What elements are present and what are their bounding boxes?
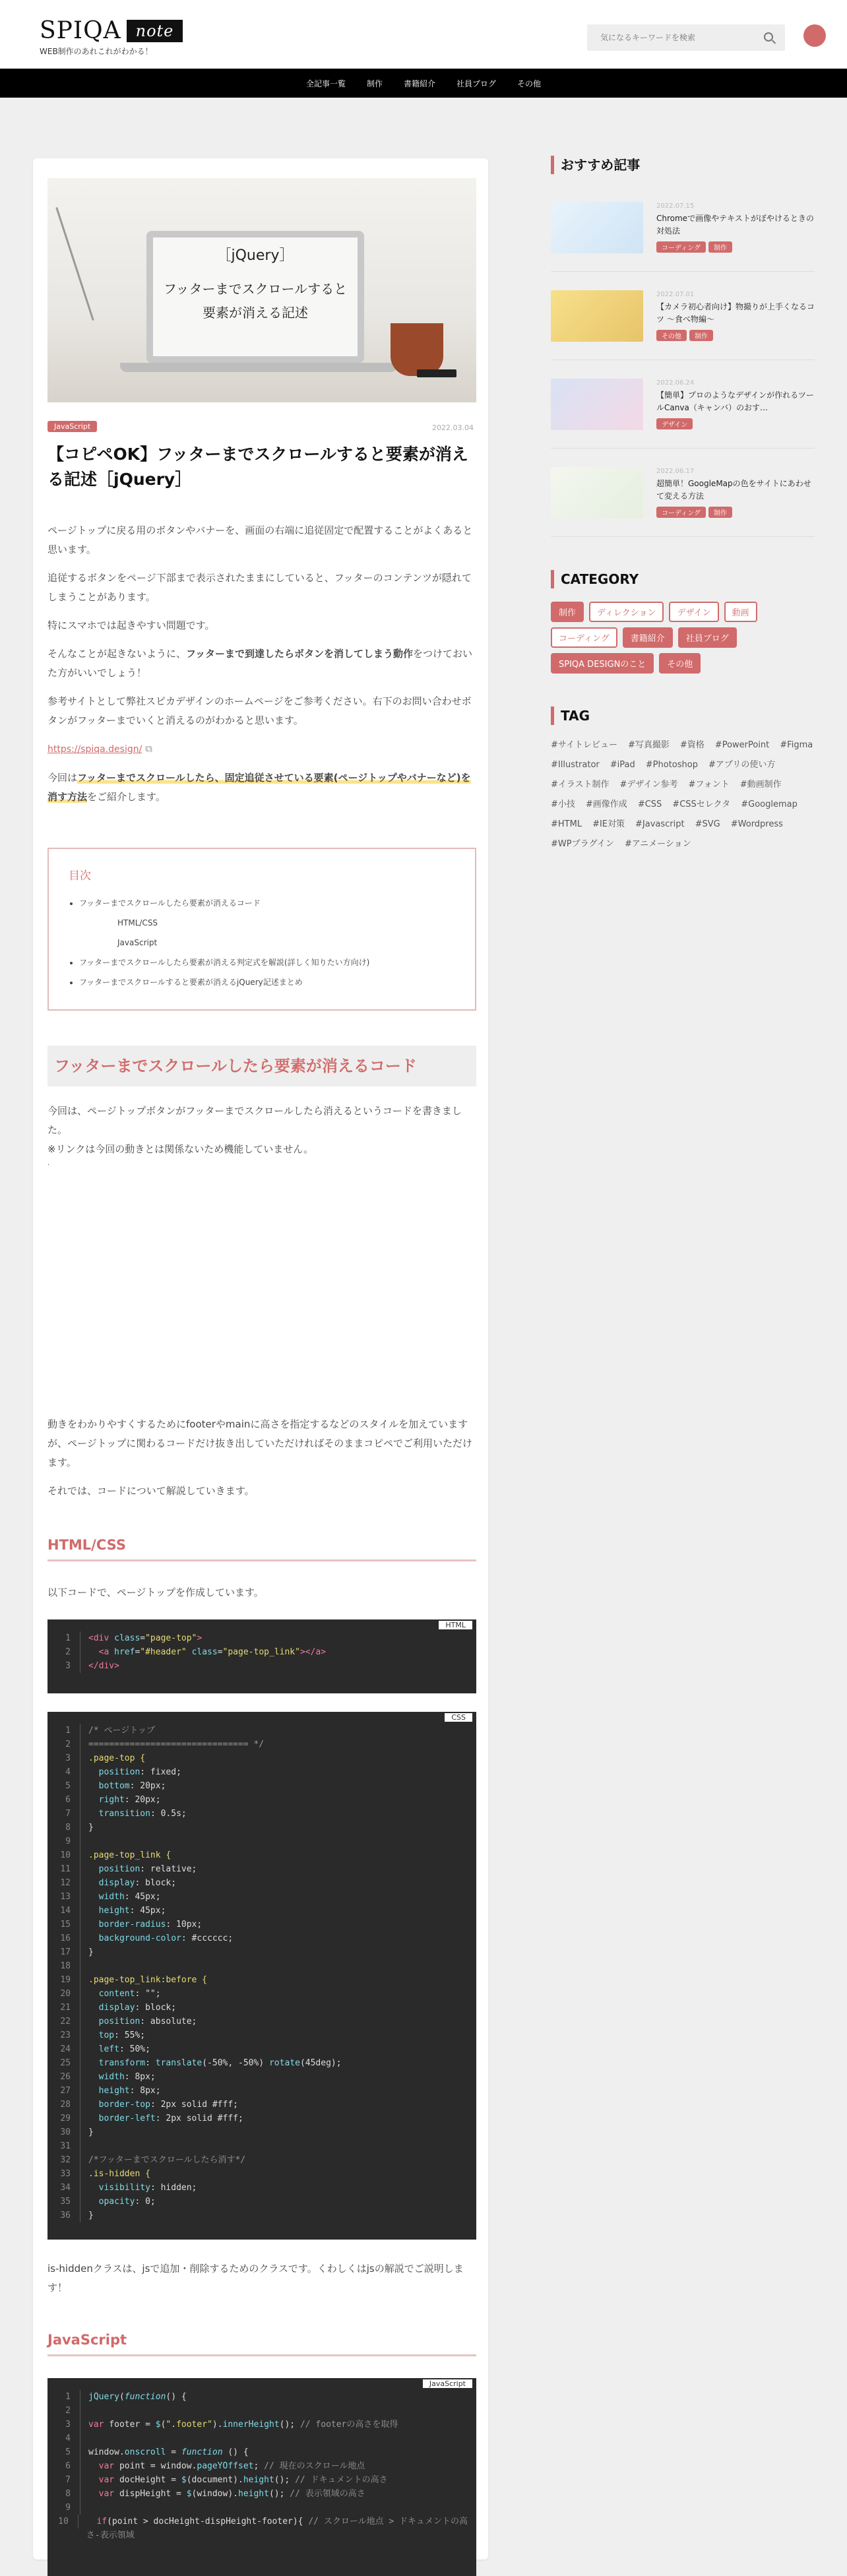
text: そんなことが起きないように、 [47, 648, 187, 660]
tag-link[interactable]: #Figma [780, 740, 813, 750]
sidebar-heading-tag: TAG [551, 707, 815, 725]
section-body-2 [47, 1415, 476, 1501]
hero-caption-2b: 要素が消える記述 [203, 305, 308, 321]
tag-link[interactable]: #アプリの使い方 [708, 760, 776, 770]
recommended-date: 2022.06.24 [656, 379, 695, 387]
hero-caption-1: ［jQuery］ [216, 247, 294, 264]
tag-link[interactable]: #サイトレビュー [551, 740, 617, 750]
toc-subitem[interactable] [79, 933, 455, 953]
text: をつけておいた方がいいでしょう！ [47, 648, 472, 679]
logo-text: SPIQA [40, 17, 121, 44]
site-header [0, 0, 847, 69]
code-lang-label: CSS [445, 1713, 472, 1722]
paragraph: 参考サイトとして弊社スピカデザインのホームページをご参考ください。右下のお問い合わせボタンがフッターまでいくと消えるのがわかると思います。 [47, 695, 472, 726]
paragraph: 今回は、ページトップボタンがフッターまでスクロールしたら消えるというコードを書きました。 [47, 1105, 462, 1136]
toc-item-label: フッターまでスクロールすると要素が消えるjQuery記述まとめ [79, 978, 303, 987]
category-button[interactable]: その他 [659, 653, 701, 674]
tag-link[interactable]: #デザイン参考 [619, 780, 678, 790]
tag-link[interactable]: #HTML [551, 819, 582, 829]
recommended-date: 2022.07.15 [656, 202, 695, 210]
category-button[interactable]: ディレクション [589, 602, 664, 622]
logo-note-badge: note [127, 20, 183, 42]
section-body: 今回は、ページトップボタンがフッターまでスクロールしたら消えるというコードを書きました。 ※リンクは今回の動きとは関係ないため機能していません。 . [47, 1102, 476, 1168]
nav-item-staff-blog[interactable]: 社員ブログ [456, 79, 497, 88]
paragraph [47, 769, 476, 807]
tag-link[interactable]: #CSS [637, 800, 662, 809]
article-thumbnail [551, 290, 643, 342]
recommended-item[interactable] [551, 449, 815, 537]
toc-item[interactable] [79, 972, 455, 992]
paragraph: 特にスマホでは起きやすい問題です。 [47, 619, 215, 631]
tag-link[interactable]: #小技 [551, 800, 575, 809]
global-nav [0, 69, 847, 98]
category-button[interactable]: デザイン [669, 602, 718, 622]
nav-item-production[interactable]: 制作 [366, 79, 383, 88]
paragraph: 追従するボタンをページ下部まで表示されたままにしていると、フッターのコンテンツが隠れてしまうことがあります。 [47, 572, 472, 603]
code-lang-label: HTML [439, 1621, 472, 1629]
paragraph: ※リンクは今回の動きとは関係ないため機能していません。 [47, 1143, 314, 1155]
text: 今回は [47, 772, 78, 784]
toc-item-label: フッターまでスクロールしたら要素が消える判定式を解説(詳しく知りたい方向け) [79, 958, 370, 967]
search-icon[interactable] [764, 32, 773, 42]
phone-shape [417, 369, 456, 377]
tag-link[interactable]: #イラスト制作 [551, 780, 610, 790]
article-hero-image [47, 178, 476, 402]
recommended-item[interactable] [551, 360, 815, 449]
category-button[interactable]: コーディング [551, 627, 617, 648]
site-logo[interactable] [40, 17, 183, 57]
toc-subitem[interactable] [79, 913, 455, 933]
toc-item[interactable] [79, 893, 455, 913]
category-button[interactable]: SPIQA DESIGNのこと [551, 653, 654, 674]
tag-link[interactable]: #写真撮影 [627, 740, 670, 750]
nav-item-books[interactable]: 書籍紹介 [403, 79, 435, 88]
logo-tagline: WEB制作のあれこれがわかる！ [40, 47, 153, 56]
tag-pill[interactable]: コーディング [656, 507, 706, 518]
external-link-icon: ⧉ [145, 743, 152, 755]
search-input[interactable] [587, 24, 752, 51]
section-heading: フッターまでスクロールしたら要素が消えるコード [47, 1046, 476, 1086]
toc-item[interactable] [79, 953, 455, 972]
bold-text: フッターまで到達したらボタンを消してしまう動作 [186, 648, 413, 660]
paragraph: それでは、コードについて解説していきます。 [47, 1485, 255, 1497]
article-card [33, 158, 488, 2560]
tag-link[interactable]: #SVG [695, 819, 720, 829]
nav-item-other[interactable]: その他 [517, 79, 542, 88]
post-date: 2022.03.04 [432, 424, 474, 432]
recommended-date: 2022.07.01 [656, 290, 695, 298]
recommended-title: 【簡単】プロのようなデザインが作れるツールCanva（キャンバ）のおす… [656, 390, 814, 412]
paragraph: 動きをわかりやすくするためにfooterやmainに高さを指定するなどのスタイルを加えていますが、ページトップに関わるコードだけ抜き出していただければそのままコピペでご利用いただけます。 [47, 1418, 472, 1468]
toc-item-label: フッターまでスクロールしたら要素が消えるコード [79, 898, 261, 908]
hero-caption-2 [146, 277, 364, 325]
tag-link[interactable]: #Wordpress [730, 819, 783, 829]
tag-link[interactable]: #Illustrator [551, 760, 600, 770]
cup-shape [391, 323, 443, 376]
toc-title: 目次 [69, 869, 91, 883]
code-block-css: CSS 1 /* ページトップ 2 =============================== */ 3 .page-top { 4 position: fixed; 5 bottom: 20px; 6 right: 20px; 7 transition: 0.5s; 8 } 9 10 .page-top_link { 11 position: relative; 12 display: block; 13 width: 45px; 14 height: 45px; 15 border-radius: 10px; 16 background-color: #cccccc; 17 } 18 19 .page-top_link:before { 20 content: ""; 21 display: block; 22 position: absolute; 23 top: 55%; 24 left: 50%; 25 transform: translate(-50%, -50%) rotate(45deg); 26 width: 8px; 27 height: 8px; 28 border-top: 2px solid #fff; 29 border-left: 2px solid #fff; 30 } 31 32 /*フッターまでスクロールしたら消す*/ 33 .is-hidden { 34 visibility: hidden; 35 opacity: 0; 36 } [47, 1712, 476, 2240]
recommended-date: 2022.06.17 [656, 467, 695, 475]
code-lang-label: JavaScript [423, 2379, 472, 2388]
highlight-text: フッターまでスクロールしたら、固定追従させている要素(ページトップやバナーなど)を消す方法 [47, 772, 471, 803]
tag-pill[interactable]: 制作 [689, 330, 713, 341]
tag-link[interactable]: #PowerPoint [714, 740, 770, 750]
code-block-html: HTML 1 <div class="page-top"> 2 <a href="#header" class="page-top_link"></a> 3 </div> [47, 1619, 476, 1693]
subsection-heading-javascript: JavaScript [47, 2332, 476, 2356]
paragraph [47, 644, 476, 683]
tag-link[interactable]: #Googlemap [741, 800, 798, 809]
paragraph: is-hiddenクラスは、jsで追加・削除するためのクラスです。くわしくはjsの解説でご説明します！ [47, 2263, 464, 2294]
tag-link[interactable]: #動画制作 [739, 780, 782, 790]
code-block-javascript: JavaScript 1 jQuery(function() { 2 3 var footer = $(".footer").innerHeight(); // footerの高さを取得 4 5 window.onscroll = function () { 6 var point = window.pageYOffset; // 現在のスクロール地点 7 var docHeight = $(document).height(); // ドキュメントの高さ 8 var dispHeight = $(window).height(); // 表示領域の高さ 9 10 if(point > docHeight-dispHeight-footer){ // スクロール地点 > ドキュメントの高さ-表示領域 [47, 2378, 476, 2576]
tag-list [551, 738, 815, 852]
laptop-base-shape [120, 363, 397, 372]
category-button[interactable]: 制作 [551, 602, 584, 622]
paragraph: ページトップに戻る用のボタンやバナーを、画面の右端に追従固定で配置することがよくあると思います。 [47, 524, 473, 555]
tag-link[interactable]: #iPad [610, 760, 635, 770]
external-link[interactable]: https://spiqa.design/ [47, 744, 142, 755]
recommended-title: 超簡単！GoogleMapの色をサイトにあわせて変える方法 [656, 478, 811, 501]
article-thumbnail [551, 379, 643, 430]
user-avatar[interactable] [803, 24, 826, 47]
paragraph: 以下コードで、ページトップを作成しています。 [47, 1586, 264, 1598]
search-box [587, 24, 785, 51]
category-badge[interactable]: JavaScript [47, 421, 97, 432]
logo-wordmark [40, 17, 183, 44]
hero-caption-2a: フッターまでスクロールすると [163, 281, 348, 297]
category-button[interactable]: 社員ブログ [678, 627, 737, 648]
recommended-title: Chromeで画像やテキストがぼやけるときの対処法 [656, 213, 814, 236]
tag-link[interactable]: #画像作成 [585, 800, 627, 809]
recommended-list [551, 183, 815, 537]
toc-item-label: JavaScript [117, 938, 158, 947]
recommended-item[interactable] [551, 272, 815, 360]
tag-link[interactable]: #資格 [679, 740, 705, 750]
tag-link[interactable]: #CSSセレクタ [672, 800, 731, 809]
tag-link[interactable]: #フォント [688, 780, 730, 790]
recommended-title: 【カメラ初心者向け】物撮りが上手くなるコツ 〜食べ物編〜 [656, 301, 815, 324]
category-button[interactable]: 書籍紹介 [623, 627, 673, 648]
subsection-heading-html-css: HTML/CSS [47, 1537, 476, 1561]
category-button[interactable]: 動画 [724, 602, 757, 622]
article-thumbnail [551, 202, 643, 253]
tag-pill[interactable]: 制作 [708, 241, 732, 253]
tag-pill[interactable]: コーディング [656, 241, 706, 253]
tag-link[interactable]: #Photoshop [645, 760, 698, 770]
article-thumbnail [551, 467, 643, 518]
recommended-item[interactable] [551, 183, 815, 272]
sidebar-heading-category: CATEGORY [551, 570, 815, 588]
table-of-contents [47, 848, 476, 1011]
tag-link[interactable]: #アニメーション [624, 839, 691, 849]
tag-pill[interactable]: その他 [656, 330, 687, 341]
tag-pill[interactable]: デザイン [656, 418, 693, 429]
article-title: 【コピペOK】フッターまでスクロールすると要素が消える記述［jQuery］ [47, 445, 468, 489]
sidebar [551, 156, 815, 852]
tag-link[interactable]: #IE対策 [592, 819, 625, 829]
tag-pill[interactable]: 制作 [708, 507, 732, 518]
text: をご紹介します。 [87, 791, 166, 803]
nav-item-all[interactable]: 全記事一覧 [305, 79, 346, 88]
intro-section [47, 521, 476, 807]
tag-link[interactable]: #Javascript [635, 819, 685, 829]
sidebar-heading-recommended: おすすめ記事 [551, 156, 815, 174]
lamp-shape [55, 207, 94, 321]
category-list [551, 602, 815, 674]
toc-item-label: HTML/CSS [117, 918, 158, 927]
tag-link[interactable]: #WPプラグイン [551, 839, 614, 849]
